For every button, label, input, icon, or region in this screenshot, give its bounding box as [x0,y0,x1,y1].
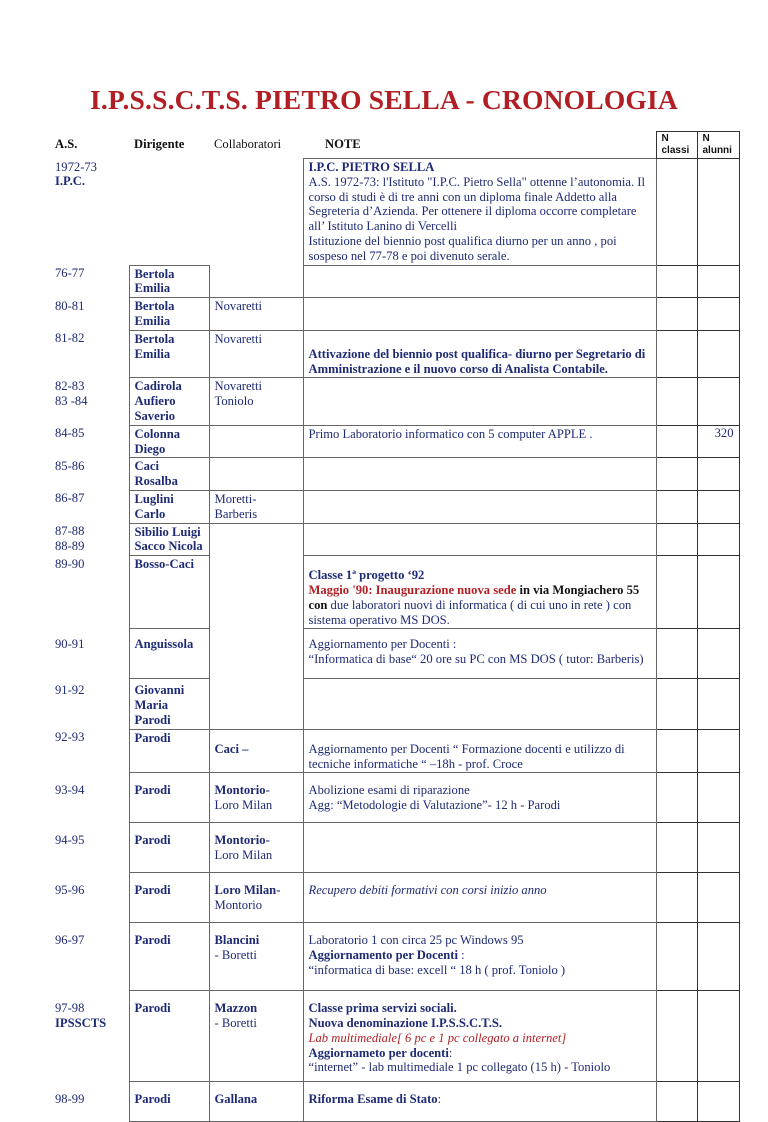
note-text: Aggiornameto per docenti [308,1045,449,1060]
table-row [50,425,739,458]
table-row [50,298,739,331]
year-cell: 84-85 [55,426,85,441]
table-row [50,378,739,425]
dirigente-cell: Giovanni Maria Parodi [129,679,209,729]
note-text: A.S. 1972-73: l'Istituto "I.P.C. Pietro Sella" ottenne l’autonomia. Il corso di studi è di tre anni con un diploma finale Addetto alla Segreteria d’Azienda. Per ottenere il diploma occorre completare all’ Istituto Lanino di Vercelli [308,174,645,234]
collaboratori-cell: Gallana [209,1082,303,1122]
year-cell: 93-94 [55,782,85,797]
year-cell: 95-96 [55,882,85,897]
collaboratori-cell: Toniolo [214,394,254,409]
dirigente-cell: Sacco Nicola [134,539,203,554]
note-text: Riforma Esame di Stato [308,1092,438,1107]
table-row [50,873,739,923]
collaboratori-cell: Blancini [214,933,260,948]
note-text: Aggiornamento per Docenti : [308,637,457,652]
table-row [50,729,739,773]
table-row [50,265,739,298]
dirigente-cell: Bertola Emilia [129,265,209,298]
note-text: Laboratorio 1 con circa 25 pc Windows 95 [308,933,524,948]
table-row [50,923,739,991]
note-highlight: Maggio '90: Inaugurazione nuova sede [308,582,517,597]
table-row [50,991,739,1082]
year-cell: 91-92 [55,682,85,697]
collaboratori-cell: Novaretti [209,298,303,331]
year-cell: 97-98 [55,1000,85,1015]
alunni-count: 320 [697,425,739,458]
note-text: : [437,1092,442,1107]
note-text: in via Mongiachero 55 con [308,582,640,612]
table-row [50,330,739,378]
table-row [50,629,739,679]
header-n-alunni: N alunni [697,132,739,159]
dirigente-cell: Anguissola [129,629,209,679]
table-header-row [50,132,739,159]
header-n-classi: N classi [656,132,697,159]
chronology-table [50,131,740,1122]
dirigente-cell: Bertola Emilia [129,298,209,331]
year-cell: 83 -84 [55,393,88,408]
header-as: A.S. [55,136,78,151]
table-row [50,523,739,556]
year-cell: 90-91 [55,636,85,651]
dirigente-cell: Parodi [129,1082,209,1122]
dirigente-cell: Parodi [129,823,209,873]
school-type: IPSSCTS [55,1015,107,1030]
table-row [50,458,739,491]
collaboratori-cell: Caci – [209,729,303,773]
dirigente-cell: Sibilio Luigi [134,524,201,539]
year-cell: 1972-73 [55,159,97,174]
collaboratori-cell: Mazzon [214,1001,258,1016]
dirigente-cell: Colonna Diego [129,425,209,458]
year-cell: 92-93 [55,730,85,745]
collaboratori-cell: Novaretti [214,379,263,394]
school-type: I.P.C. [55,174,85,189]
collaboratori-cell: Novaretti [209,330,303,378]
note-cell: Primo Laboratorio informatico con 5 computer APPLE . [303,425,656,458]
note-text: Classe prima servizi sociali. [308,1001,457,1016]
page-title: I.P.S.S.C.T.S. PIETRO SELLA - CRONOLOGIA [90,84,678,115]
table-row [50,159,739,266]
note-text: : [448,1045,453,1060]
note-text: “internet” - lab multimediale 1 pc collegato (15 h) - Toniolo [308,1060,611,1075]
header-dirigente: Dirigente [134,136,185,151]
table-row [50,679,739,729]
note-cell: Aggiornamento per Docenti “ Formazione docenti e utilizzo di tecniche informatiche “ –18h - prof. Croce [303,729,656,773]
note-text: Istituzione del biennio post qualifica diurno per un anno , poi sospeso nel 77-78 e poi divenuto serale. [308,233,617,263]
table-row [50,773,739,823]
year-cell: 89-90 [55,556,85,571]
year-cell: 88-89 [55,538,85,553]
note-text: : [457,948,465,963]
note-text: Agg: “Metodologie di Valutazione”- 12 h - Parodi [308,798,561,813]
note-text: Classe 1ª progetto ‘92 [308,568,425,583]
note-text: Abolizione esami di riparazione [308,783,470,798]
dirigente-cell: Parodi [129,923,209,991]
note-text: “informatica di base: excell “ 18 h ( prof. Toniolo ) [308,962,566,977]
year-cell: 96-97 [55,932,85,947]
year-cell: 98-99 [55,1091,85,1106]
year-cell: 82-83 [55,378,85,393]
dirigente-cell: Parodi [129,873,209,923]
dirigente-cell: Bosso-Caci [129,556,209,629]
dirigente-cell: Bertola Emilia [129,330,209,378]
table-row [50,490,739,523]
collaboratori-cell: Montorio- [214,833,270,848]
note-cell: Recupero debiti formativi con corsi inizio anno [303,873,656,923]
year-cell: 86-87 [55,491,85,506]
table-row [50,556,739,629]
note-text: due laboratori nuovi di informatica ( di cui uno in rete ) con sistema operativo MS DOS. [308,597,632,627]
dirigente-cell: Parodi [129,729,209,773]
dirigente-cell: Parodi [129,773,209,823]
note-text: “Informatica di base“ 20 ore su PC con MS DOS ( tutor: Barberis) [308,652,644,667]
dirigente-cell: Caci Rosalba [129,458,209,491]
collaboratori-cell: Moretti-Barberis [209,490,303,523]
year-cell: 85-86 [55,458,85,473]
note-text: Lab multimediale[ 6 pc e 1 pc collegato a internet] [308,1030,567,1045]
table-row [50,823,739,873]
note-text: Aggiornamento per Docenti [308,948,458,963]
collaboratori-cell: - Boretti [214,1016,257,1031]
dirigente-cell: Luglini Carlo [129,490,209,523]
note-text: Nuova denominazione I.P.S.S.C.T.S. [308,1016,502,1031]
year-cell: 80-81 [55,298,85,313]
dirigente-cell: Cadirola [134,379,182,394]
collaboratori-cell: Montorio [214,898,263,913]
note-title: I.P.C. PIETRO SELLA [308,160,435,174]
collaboratori-cell: Loro Milan [214,798,273,813]
year-cell: 94-95 [55,832,85,847]
dirigente-cell: Aufiero Saverio [134,394,176,423]
collaboratori-cell: Montorio- [214,783,270,798]
year-cell: 81-82 [55,331,85,346]
header-note: NOTE [325,136,361,151]
dirigente-cell: Parodi [129,991,209,1082]
header-collaboratori: Collaboratori [214,136,282,151]
year-cell: 87-88 [55,524,85,539]
collaboratori-cell: - Boretti [214,948,257,963]
year-cell: 76-77 [55,266,85,281]
collaboratori-cell: Loro Milan [214,848,273,863]
table-row [50,1082,739,1122]
collaboratori-cell: Loro Milan- [214,883,281,898]
note-cell: Attivazione del biennio post qualifica- diurno per Segretario di Amministrazione e il nuovo corso di Analista Contabile. [303,330,656,378]
